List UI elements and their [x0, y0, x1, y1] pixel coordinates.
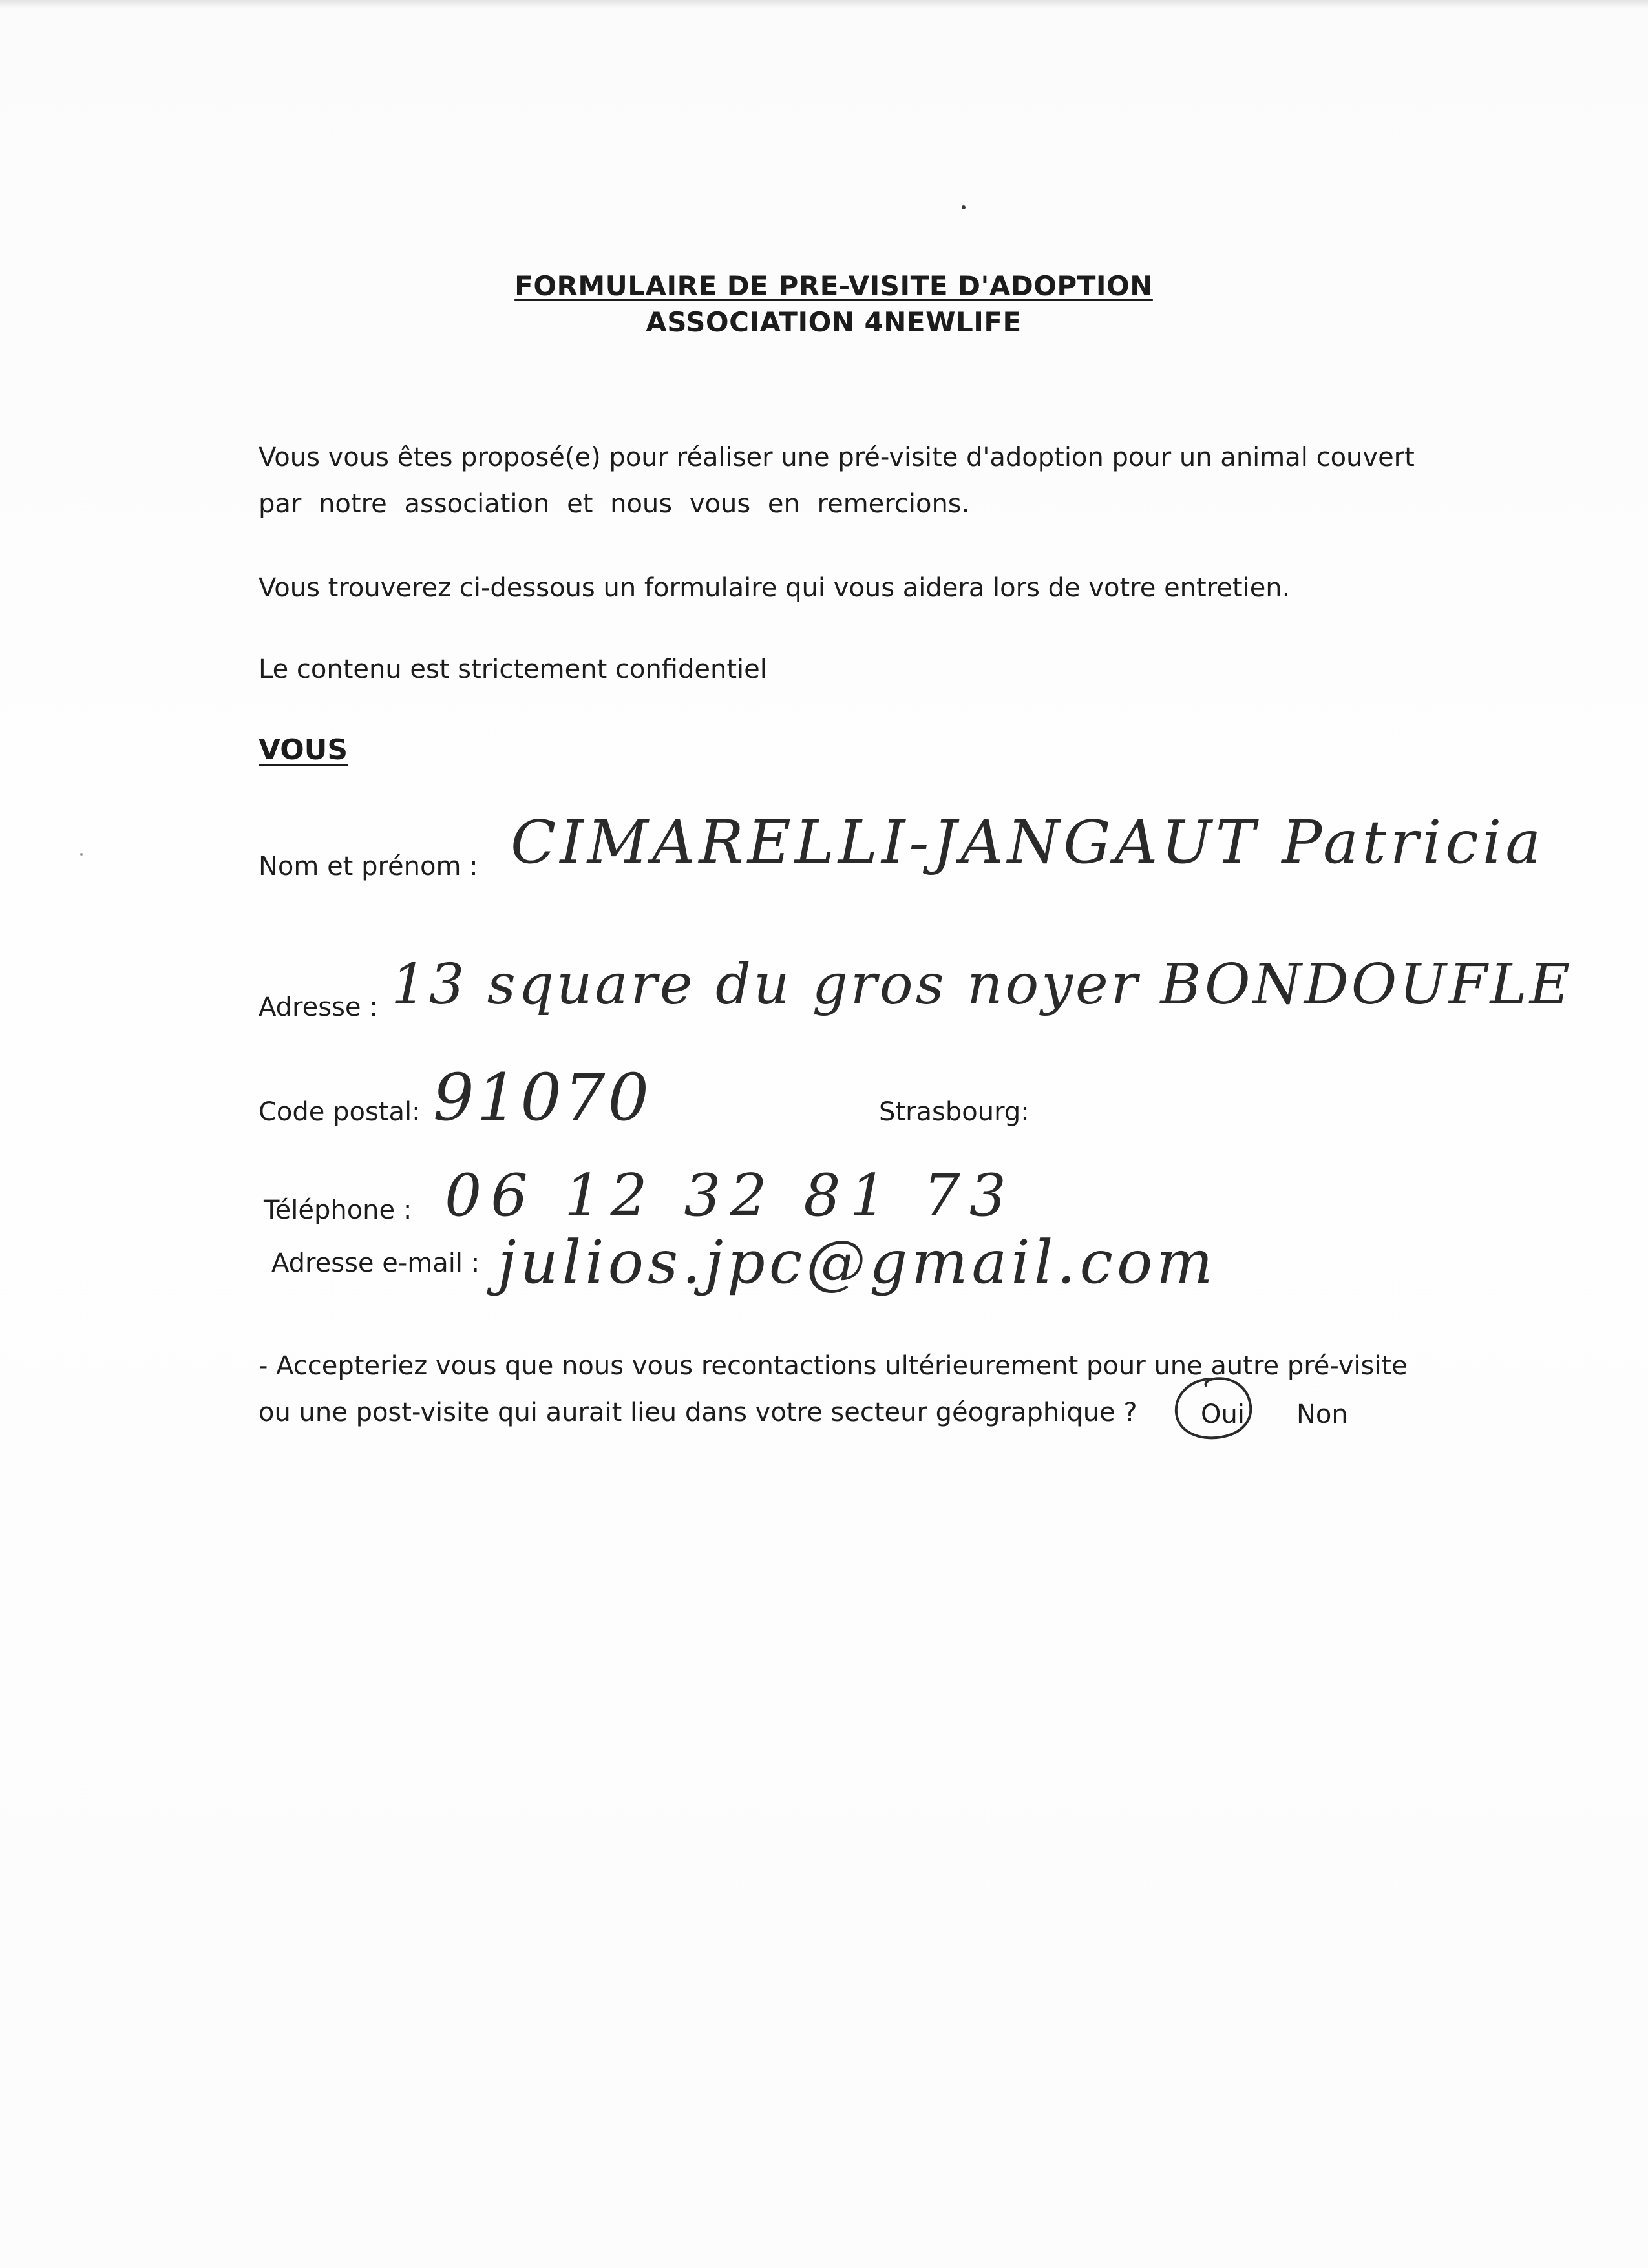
- phone-handwritten-value: 06 12 32 81 73: [445, 1162, 1016, 1230]
- paper-speck: [962, 205, 966, 209]
- hand-drawn-circle-selection: [1168, 1370, 1259, 1447]
- answer-oui[interactable]: Oui: [1201, 1400, 1245, 1429]
- intro-paragraph-1-line2: par notre association et nous vous en remercions.: [259, 489, 970, 519]
- address-label: Adresse :: [259, 992, 378, 1022]
- intro-paragraph-3: Le contenu est strictement confidentiel: [259, 655, 767, 684]
- postal-code-label: Code postal:: [259, 1097, 421, 1127]
- email-label: Adresse e-mail :: [271, 1248, 480, 1278]
- intro-paragraph-2: Vous trouverez ci-dessous un formulaire qui vous aidera lors de votre entretien.: [259, 573, 1291, 603]
- address-handwritten-value: 13 square du gros noyer BONDOUFLE: [391, 952, 1573, 1017]
- name-label: Nom et prénom :: [259, 852, 478, 881]
- form-title-line1: FORMULAIRE DE PRE-VISITE D'ADOPTION: [514, 270, 1153, 302]
- postal-code-handwritten-value: 91070: [433, 1060, 652, 1135]
- name-handwritten-value: CIMARELLI-JANGAUT Patricia: [511, 808, 1545, 877]
- page-top-edge: [0, 0, 1648, 9]
- recontact-question-line1: - Accepteriez vous que nous vous recontactions ultérieurement pour une autre pré-visite: [259, 1351, 1408, 1381]
- phone-label: Téléphone :: [264, 1195, 412, 1225]
- email-handwritten-value: julios.jpc@gmail.com: [498, 1228, 1217, 1297]
- city-label: Strasbourg:: [879, 1097, 1030, 1127]
- intro-paragraph-1-line1: Vous vous êtes proposé(e) pour réaliser une pré-visite d'adoption pour un animal couvert: [259, 443, 1415, 472]
- paper-speck: [80, 853, 83, 856]
- form-title-line2: ASSOCIATION 4NEWLIFE: [646, 306, 1022, 338]
- section-title-vous: VOUS: [259, 733, 348, 766]
- intro-paragraph-1: [259, 434, 1454, 527]
- recontact-question-line2: ou une post-visite qui aurait lieu dans votre secteur géographique ?: [259, 1398, 1137, 1427]
- answer-non[interactable]: Non: [1296, 1400, 1348, 1429]
- form-title: [0, 268, 1648, 341]
